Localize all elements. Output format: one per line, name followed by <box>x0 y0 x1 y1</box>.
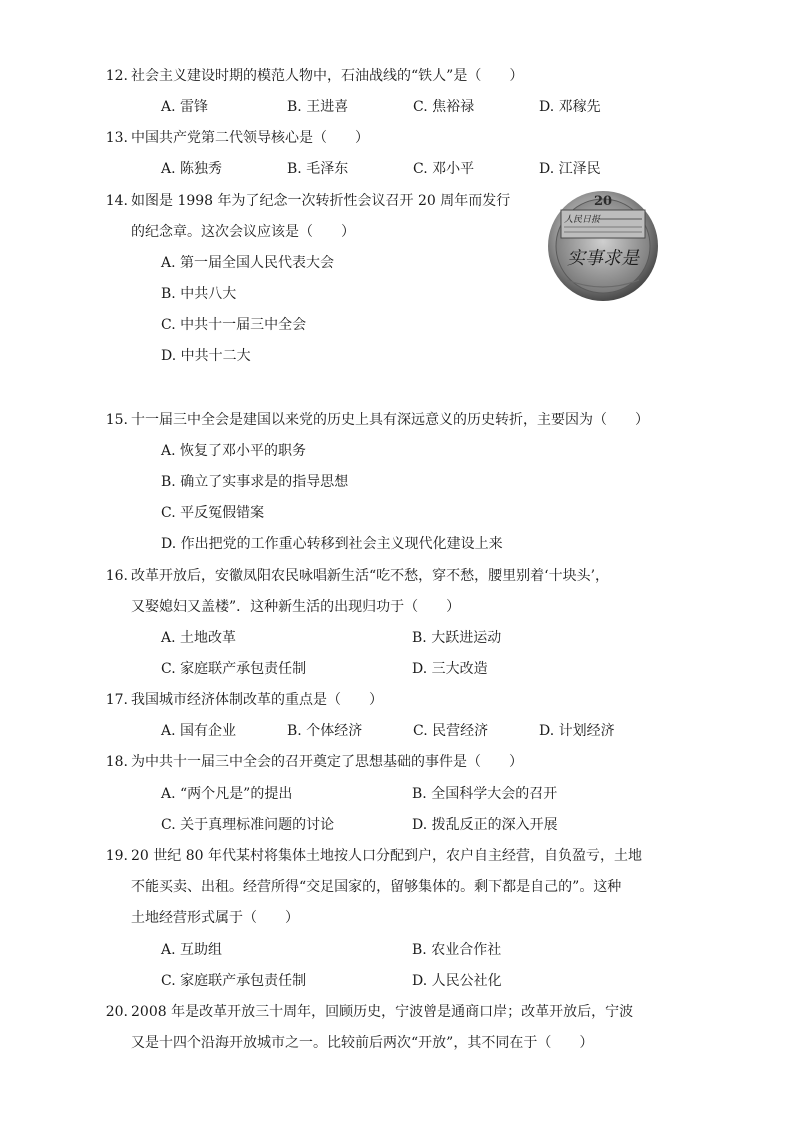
question-stem-line-1: 2008 年是改革开放三十周年，回顾历史，宁波曾是通商口岸；改革开放后，宁波 <box>131 1004 634 1020</box>
question-17 <box>105 690 671 721</box>
option-d: D. 作出把党的工作重心转移到社会主义现代化建设上来 <box>161 536 503 552</box>
option-c: C. 民营经济 <box>413 723 489 739</box>
commemorative-medal-image <box>547 190 659 302</box>
question-stem-line-1: 改革开放后，安徽凤阳农民咏唱新生活“吃不愁，穿不愁，腰里别着‘十块头’， <box>131 568 610 584</box>
question-number: 12. <box>105 68 128 84</box>
question-number: 14. <box>105 193 128 209</box>
option-c: C. 家庭联产承包责任制 <box>161 973 307 989</box>
option-c: C. 中共十一届三中全会 <box>161 317 307 333</box>
question-stem: 为中共十一届三中全会的召开奠定了思想基础的事件是（ ） <box>131 754 523 770</box>
option-b: B. 大跃进运动 <box>412 630 502 646</box>
question-stem-line-2: 又是十四个沿海开放城市之一。比较前后两次“开放”，其不同在于（ ） <box>131 1035 594 1051</box>
option-a: A. 互助组 <box>161 942 223 958</box>
question-stem-line-1: 如图是 1998 年为了纪念一次转折性会议召开 20 周年而发行 <box>131 193 511 209</box>
question-number: 18. <box>105 754 128 770</box>
question-stem-line-1: 20 世纪 80 年代某村将集体土地按人口分配到户，农户自主经营，自负盈亏，土地 <box>131 848 642 864</box>
option-b: B. 农业合作社 <box>412 942 502 958</box>
newspaper-masthead: 人民日报 <box>564 215 601 225</box>
question-18 <box>105 752 671 783</box>
option-b: B. 王进喜 <box>287 99 349 115</box>
question-14 <box>105 191 531 253</box>
option-a: A. 国有企业 <box>161 723 237 739</box>
question-16 <box>105 566 691 628</box>
question-19 <box>105 846 691 939</box>
option-b: B. 毛泽东 <box>287 161 349 177</box>
question-stem-line-2: 不能买卖、出租。经营所得“交足国家的，留够集体的。剩下都是自己的”。这种 <box>131 879 622 895</box>
option-c: C. 平反冤假错案 <box>161 505 265 521</box>
question-number: 20. <box>105 1004 128 1020</box>
question-number: 13. <box>105 130 128 146</box>
question-20 <box>105 1002 691 1064</box>
option-c: C. 邓小平 <box>413 161 475 177</box>
option-a: A. “两个凡是”的提出 <box>161 786 293 802</box>
question-number: 17. <box>105 692 128 708</box>
question-stem-line-2: 又娶媳妇又盖楼”．这种新生活的出现归功于（ ） <box>131 599 461 615</box>
medal-anniversary: 20 <box>593 194 613 209</box>
option-d: D. 拨乱反正的深入开展 <box>412 817 558 833</box>
option-a: A. 第一届全国人民代表大会 <box>161 255 335 271</box>
question-stem: 社会主义建设时期的模范人物中，石油战线的“铁人”是（ ） <box>131 68 524 84</box>
option-a: A. 雷锋 <box>161 99 209 115</box>
option-c: C. 焦裕禄 <box>413 99 475 115</box>
option-b: B. 中共八大 <box>161 286 237 302</box>
option-b: B. 个体经济 <box>287 723 363 739</box>
option-a: A. 土地改革 <box>161 630 237 646</box>
option-b: B. 全国科学大会的召开 <box>412 786 558 802</box>
question-stem: 中国共产党第二代领导核心是（ ） <box>131 130 369 146</box>
question-stem-line-3: 土地经营形式属于（ ） <box>131 910 299 926</box>
question-stem: 我国城市经济体制改革的重点是（ ） <box>131 692 383 708</box>
option-d: D. 人民公社化 <box>412 973 502 989</box>
question-number: 15. <box>105 412 128 428</box>
option-d: D. 中共十二大 <box>161 348 251 364</box>
option-c: C. 家庭联产承包责任制 <box>161 661 307 677</box>
question-15 <box>105 410 691 441</box>
question-stem-line-2: 的纪念章。这次会议应该是（ ） <box>131 224 355 240</box>
question-number: 16. <box>105 568 128 584</box>
option-a: A. 恢复了邓小平的职务 <box>161 443 307 459</box>
option-d: D. 邓稼先 <box>539 99 601 115</box>
option-b: B. 确立了实事求是的指导思想 <box>161 474 349 490</box>
option-a: A. 陈独秀 <box>161 161 223 177</box>
question-stem: 十一届三中全会是建国以来党的历史上具有深远意义的历史转折，主要因为（ ） <box>131 412 649 428</box>
option-c: C. 关于真理标准问题的讨论 <box>161 817 335 833</box>
question-12 <box>105 66 671 97</box>
question-number: 19. <box>105 848 128 864</box>
option-d: D. 计划经济 <box>539 723 615 739</box>
medal-inscription: 实事求是 <box>567 248 639 269</box>
option-d: D. 江泽民 <box>539 161 601 177</box>
question-13 <box>105 128 671 159</box>
option-d: D. 三大改造 <box>412 661 488 677</box>
